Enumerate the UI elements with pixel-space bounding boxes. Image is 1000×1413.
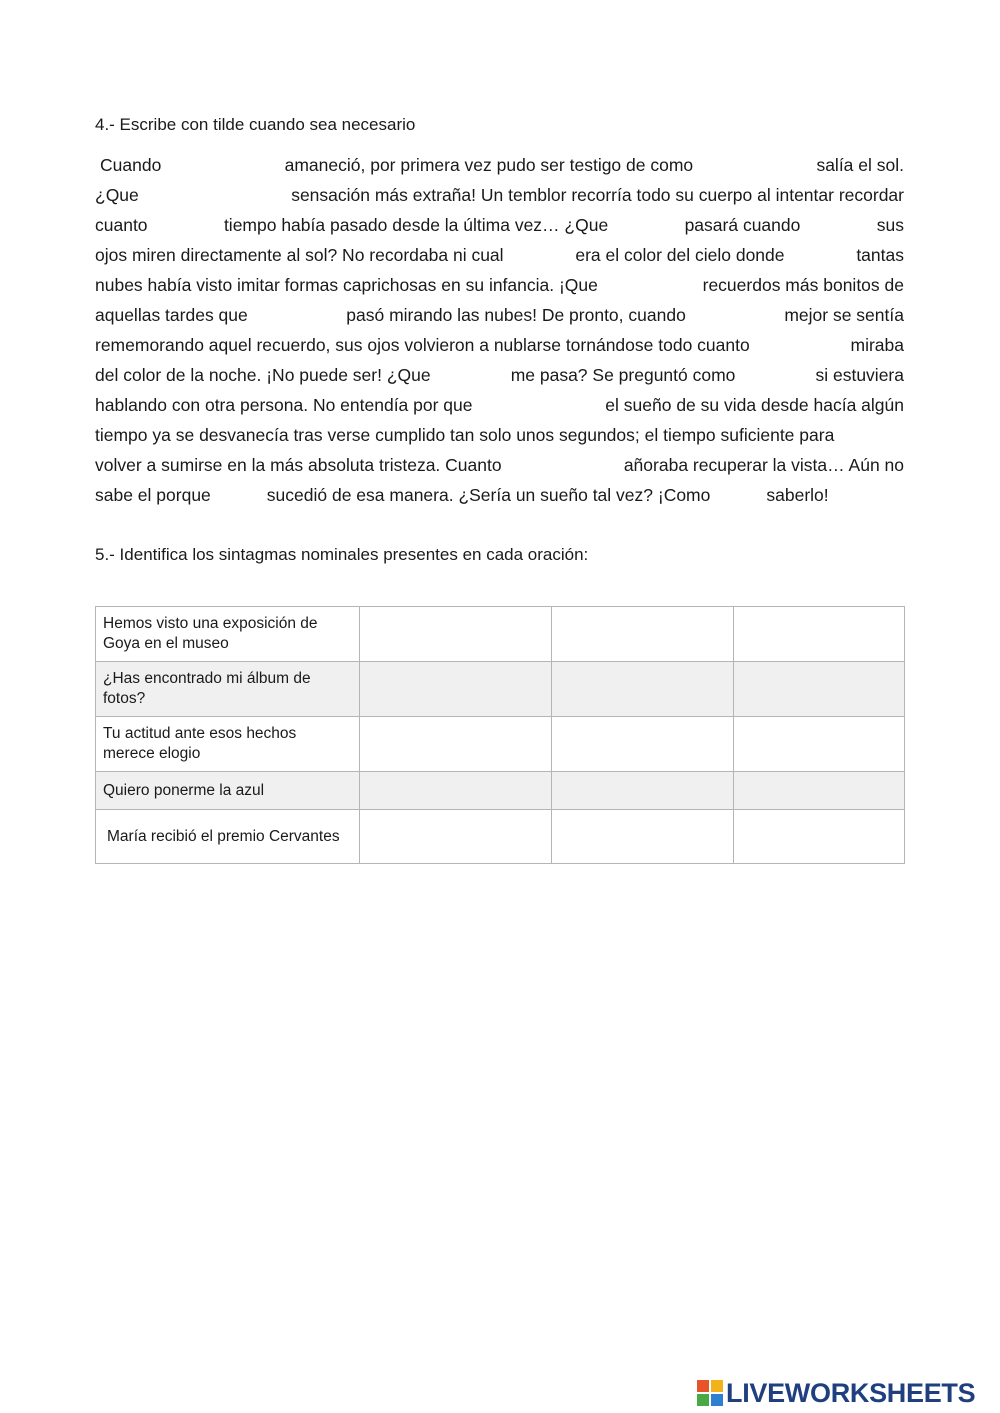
text-segment: sucedió de esa manera. ¿Sería un sueño tal vez? ¡Como xyxy=(266,485,711,505)
answer-cell[interactable] xyxy=(734,662,905,717)
paragraph-line xyxy=(95,270,904,300)
text-segment: el sueño de su vida desde hacía algún xyxy=(605,395,904,415)
sentence-cell: Quiero ponerme la azul xyxy=(96,772,360,810)
sintagmas-table xyxy=(95,606,905,864)
text-segment: si estuviera xyxy=(815,365,904,385)
answer-cell[interactable] xyxy=(360,717,552,772)
text-segment: amaneció, por primera vez pudo ser testigo de como xyxy=(284,155,694,175)
text-segment: del color de la noche. ¡No puede ser! ¿Que xyxy=(95,365,431,385)
text-segment: me pasa? Se preguntó como xyxy=(510,365,736,385)
answer-cell[interactable] xyxy=(734,717,905,772)
sentence-cell: ¿Has encontrado mi álbum de fotos? xyxy=(96,662,360,717)
answer-cell[interactable] xyxy=(734,772,905,810)
text-segment: tantas xyxy=(856,245,904,265)
liveworksheets-logo xyxy=(697,1378,975,1408)
logo-block-i xyxy=(711,1380,723,1392)
text-segment: Cuando xyxy=(100,155,162,175)
text-segment: tiempo había pasado desde la última vez… ¿Que xyxy=(223,215,609,235)
paragraph-line xyxy=(95,180,904,210)
paragraph-line xyxy=(95,360,904,390)
answer-cell[interactable] xyxy=(552,772,734,810)
text-segment: pasó mirando las nubes! De pronto, cuando xyxy=(346,305,686,325)
text-segment: miraba xyxy=(850,335,904,355)
answer-cell[interactable] xyxy=(360,810,552,864)
text-segment: tiempo ya se desvanecía tras verse cumplido tan solo unos segundos; el tiempo suficiente para xyxy=(95,425,835,445)
text-segment: sus xyxy=(876,215,904,235)
sentence-cell: Hemos visto una exposición de Goya en el museo xyxy=(96,607,360,662)
table-row xyxy=(96,717,905,772)
logo-block-e xyxy=(711,1394,723,1406)
answer-cell[interactable] xyxy=(552,717,734,772)
table-row xyxy=(96,607,905,662)
table-row xyxy=(96,662,905,717)
text-segment: nubes había visto imitar formas caprichosas en su infancia. ¡Que xyxy=(95,275,598,295)
text-segment: añoraba recuperar la vista… Aún no xyxy=(623,455,904,475)
text-segment: sabe el porque xyxy=(95,485,211,505)
paragraph-line xyxy=(95,240,904,270)
logo-blocks-icon xyxy=(697,1380,723,1406)
text-segment: ¿Que xyxy=(95,185,139,205)
answer-cell[interactable] xyxy=(360,662,552,717)
text-segment: mejor se sentía xyxy=(784,305,904,325)
answer-cell[interactable] xyxy=(552,607,734,662)
sentence-cell: Tu actitud ante esos hechos merece elogio xyxy=(96,717,360,772)
answer-cell[interactable] xyxy=(360,607,552,662)
text-segment: sensación más extraña! Un temblor recorría todo su cuerpo al intentar recordar xyxy=(291,185,904,205)
answer-cell[interactable] xyxy=(552,810,734,864)
table-row xyxy=(96,810,905,864)
paragraph-line xyxy=(95,300,904,330)
table-row xyxy=(96,772,905,810)
text-segment: salía el sol. xyxy=(816,155,904,175)
exercise-4-title: 4.- Escribe con tilde cuando sea necesario xyxy=(95,115,416,134)
answer-cell[interactable] xyxy=(360,772,552,810)
text-segment: ojos miren directamente al sol? No recordaba ni cual xyxy=(95,245,504,265)
paragraph-line xyxy=(95,450,904,480)
paragraph-line xyxy=(95,330,904,360)
paragraph-line xyxy=(95,210,904,240)
answer-cell[interactable] xyxy=(734,607,905,662)
text-segment: volver a sumirse en la más absoluta tristeza. Cuanto xyxy=(95,455,502,475)
paragraph-line xyxy=(95,480,904,510)
text-segment: saberlo! xyxy=(766,485,829,505)
text-segment: rememorando aquel recuerdo, sus ojos volvieron a nublarse tornándose todo cuanto xyxy=(95,335,750,355)
answer-cell[interactable] xyxy=(734,810,905,864)
logo-block-l xyxy=(697,1380,709,1392)
paragraph-line xyxy=(95,150,904,180)
paragraph-line xyxy=(95,390,904,420)
text-segment: cuanto xyxy=(95,215,148,235)
brand-text: LIVEWORKSHEETS xyxy=(726,1378,976,1408)
text-segment: aquellas tardes que xyxy=(95,305,248,325)
paragraph-line xyxy=(95,420,904,450)
text-segment: hablando con otra persona. No entendía por que xyxy=(95,395,473,415)
answer-cell[interactable] xyxy=(552,662,734,717)
text-segment: era el color del cielo donde xyxy=(575,245,785,265)
exercise-5-title: 5.- Identifica los sintagmas nominales presentes en cada oración: xyxy=(95,545,589,564)
sentence-cell: María recibió el premio Cervantes xyxy=(96,810,360,864)
text-segment: recuerdos más bonitos de xyxy=(702,275,904,295)
logo-block-v xyxy=(697,1394,709,1406)
text-segment: pasará cuando xyxy=(684,215,801,235)
